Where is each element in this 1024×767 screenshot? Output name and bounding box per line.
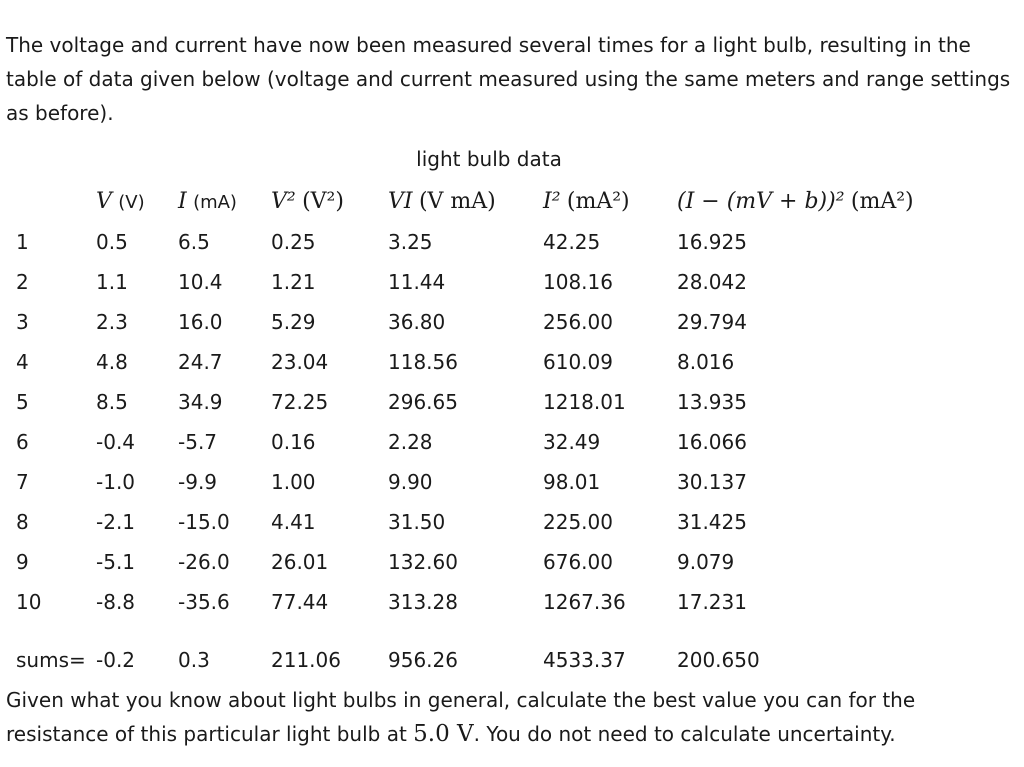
cell-i2: 1218.01 (543, 390, 626, 414)
cell-i: 10.4 (178, 270, 223, 294)
sum-vi: 956.26 (388, 648, 458, 672)
row-index: 2 (16, 270, 29, 294)
cell-i2: 32.49 (543, 430, 601, 454)
sum-i2: 4533.37 (543, 648, 626, 672)
cell-v2: 4.41 (271, 510, 316, 534)
cell-i: -15.0 (178, 510, 230, 534)
table-caption: light bulb data (416, 147, 562, 171)
cell-vi: 296.65 (388, 390, 458, 414)
row-index: 9 (16, 550, 29, 574)
question-text-after: . You do not need to calculate uncertainty. (473, 722, 896, 746)
cell-i: -26.0 (178, 550, 230, 574)
cell-residual: 17.231 (677, 590, 747, 614)
table-row (6, 582, 997, 622)
table-row (6, 262, 997, 302)
table-row (6, 502, 997, 542)
cell-v2: 5.29 (271, 310, 316, 334)
cell-v: -8.8 (96, 590, 136, 614)
question-voltage-value: 5.0 V (413, 721, 474, 747)
header-voltage-times-current: VI (V mA) (388, 188, 496, 214)
cell-v: -2.1 (96, 510, 136, 534)
header-voltage-squared: V² (V²) (271, 188, 344, 214)
cell-residual: 8.016 (677, 350, 735, 374)
cell-residual: 30.137 (677, 470, 747, 494)
cell-v2: 26.01 (271, 550, 329, 574)
table-row (6, 542, 997, 582)
question-text-before: Given what you know about light bulbs in general, calculate the best value you can for the resistance of this particular light bulb at (6, 688, 916, 746)
cell-i: 6.5 (178, 230, 210, 254)
question-paragraph (6, 683, 1016, 751)
cell-residual: 16.066 (677, 430, 747, 454)
table-row (6, 342, 997, 382)
cell-residual: 16.925 (677, 230, 747, 254)
cell-i: 34.9 (178, 390, 223, 414)
cell-vi: 132.60 (388, 550, 458, 574)
cell-residual: 13.935 (677, 390, 747, 414)
row-index: 3 (16, 310, 29, 334)
cell-i2: 676.00 (543, 550, 613, 574)
header-voltage: V (V) (96, 188, 145, 214)
cell-vi: 3.25 (388, 230, 433, 254)
cell-v2: 0.25 (271, 230, 316, 254)
cell-v: 4.8 (96, 350, 128, 374)
sum-v: -0.2 (96, 648, 136, 672)
cell-vi: 9.90 (388, 470, 433, 494)
cell-i: -5.7 (178, 430, 218, 454)
cell-v2: 72.25 (271, 390, 329, 414)
sum-residual: 200.650 (677, 648, 760, 672)
sums-row (6, 622, 997, 676)
cell-v2: 0.16 (271, 430, 316, 454)
header-residual-squared: (I − (mV + b))² (mA²) (677, 188, 914, 214)
table-row (6, 222, 997, 262)
intro-paragraph: The voltage and current have now been measured several times for a light bulb, resulting in the table of data given below (voltage and current measured using the same meters and range settings as before). (6, 33, 1011, 125)
light-bulb-data-table (6, 180, 997, 676)
cell-i: 24.7 (178, 350, 223, 374)
cell-i: 16.0 (178, 310, 223, 334)
cell-v: 0.5 (96, 230, 128, 254)
cell-i2: 108.16 (543, 270, 613, 294)
cell-vi: 118.56 (388, 350, 458, 374)
row-index: 4 (16, 350, 29, 374)
cell-residual: 9.079 (677, 550, 735, 574)
cell-vi: 36.80 (388, 310, 446, 334)
cell-i: -35.6 (178, 590, 230, 614)
cell-i: -9.9 (178, 470, 218, 494)
row-index: 1 (16, 230, 29, 254)
cell-v: 8.5 (96, 390, 128, 414)
cell-residual: 28.042 (677, 270, 747, 294)
cell-vi: 313.28 (388, 590, 458, 614)
cell-v2: 1.00 (271, 470, 316, 494)
table-row (6, 462, 997, 502)
cell-vi: 2.28 (388, 430, 433, 454)
cell-i2: 256.00 (543, 310, 613, 334)
cell-vi: 31.50 (388, 510, 446, 534)
row-index: 10 (16, 590, 42, 614)
header-index (6, 180, 96, 222)
row-index: 8 (16, 510, 29, 534)
cell-i2: 610.09 (543, 350, 613, 374)
cell-residual: 29.794 (677, 310, 747, 334)
cell-v: -0.4 (96, 430, 136, 454)
cell-v: -1.0 (96, 470, 136, 494)
cell-i2: 225.00 (543, 510, 613, 534)
cell-i2: 98.01 (543, 470, 601, 494)
cell-v2: 23.04 (271, 350, 329, 374)
cell-i2: 42.25 (543, 230, 601, 254)
table-row (6, 422, 997, 462)
row-index: 6 (16, 430, 29, 454)
header-current-squared: I² (mA²) (543, 188, 630, 214)
row-index: 7 (16, 470, 29, 494)
sums-label: sums= (16, 648, 86, 672)
cell-vi: 11.44 (388, 270, 446, 294)
table-header-row (6, 180, 997, 222)
sum-v2: 211.06 (271, 648, 341, 672)
cell-v: 2.3 (96, 310, 128, 334)
cell-v: 1.1 (96, 270, 128, 294)
cell-v2: 77.44 (271, 590, 329, 614)
table-row (6, 382, 997, 422)
header-current: I (mA) (178, 188, 237, 214)
sum-i: 0.3 (178, 648, 210, 672)
row-index: 5 (16, 390, 29, 414)
cell-i2: 1267.36 (543, 590, 626, 614)
cell-v2: 1.21 (271, 270, 316, 294)
cell-residual: 31.425 (677, 510, 747, 534)
table-row (6, 302, 997, 342)
cell-v: -5.1 (96, 550, 136, 574)
